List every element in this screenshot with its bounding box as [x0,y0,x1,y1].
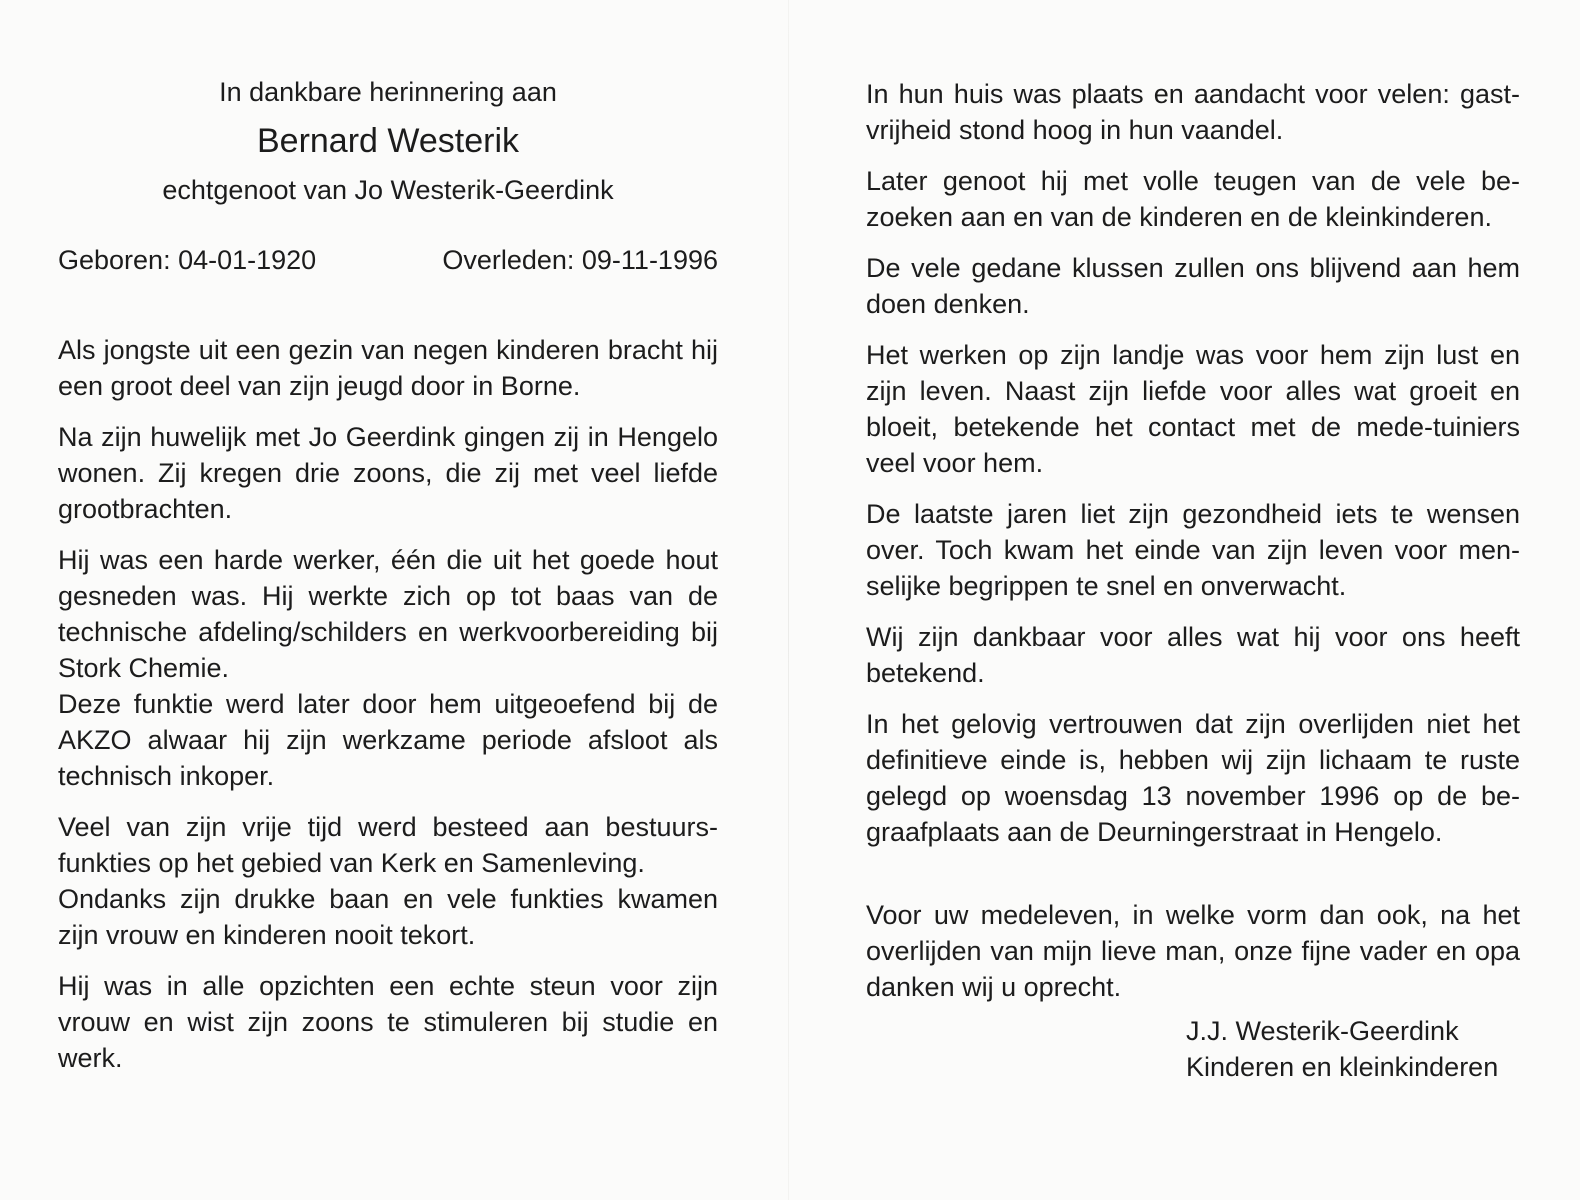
paragraph-hospitality: In hun huis was plaats en aandacht voor velen: gastvrijheid stond hoog in hun vaandel. [866,79,1520,145]
paragraph-visits: Later genoot hij met volle teugen van de vele bezoeken aan en van de kinderen en de kleinkinderen. [866,166,1520,232]
signature-family: Kinderen en kleinkinderen [1186,1052,1499,1082]
paragraph-akzo: Deze funktie werd later door hem uitgeoefend bij de AKZO alwaar hij zijn werkzame periode afsloot als technisch inkoper. [58,689,718,791]
paragraph-garden: Het werken op zijn landje was voor hem zijn lust en zijn leven. Naast zijn liefde voor alles wat groeit en bloeit, betekende het contact met de mede-tuiniers veel voor hem. [866,340,1520,478]
death-date: Overleden: 09-11-1996 [442,245,718,275]
right-column [866,76,1520,1085]
deceased-name: Bernard Westerik [256,122,520,160]
birth-date: Geboren: 04-01-1920 [58,245,317,275]
paragraph-health: De laatste jaren liet zijn gezondheid iets te wensen over. Toch kwam het einde van zijn leven voor menselijke begrippen te snel en onverwacht. [866,499,1520,601]
intro-line: In dankbare herinnering aan [219,77,557,107]
signature-block [1186,1013,1520,1085]
card-fold-line [788,0,789,1200]
paragraph-free-time: Veel van zijn vrije tijd werd besteed aan bestuursfunkties op het gebied van Kerk en Samenleving. [58,812,718,878]
paragraph-marriage: Na zijn huwelijk met Jo Geerdink gingen zij in Hengelo wonen. Zij kregen drie zoons, die zij met veel liefde grootbrachten. [58,422,718,524]
paragraph-youth: Als jongste uit een gezin van negen kinderen bracht hij een groot deel van zijn jeugd door in Borne. [58,335,718,401]
paragraph-work: Hij was een harde werker, één die uit het goede hout gesneden was. Hij werkte zich op tot baas van de technische afdeling/schilders en werkvoorbereiding bij Stork Chemie. [58,545,718,683]
paragraph-burial: In het gelovig vertrouwen dat zijn overlijden niet het definitieve einde is, hebben wij zijn lichaam te ruste gelegd op woensdag 13 november 1996 op de begraafplaats aan de Deurningerstraat in Hengelo. [866,709,1520,847]
left-column [58,72,718,1091]
paragraph-gratitude: Wij zijn dankbaar voor alles wat hij voor ons heeft betekend. [866,622,1520,688]
paragraph-chores: De vele gedane klussen zullen ons blijvend aan hem doen denken. [866,253,1520,319]
spacer [866,865,1520,897]
paragraph-family: Ondanks zijn drukke baan en vele funkties kwamen zijn vrouw en kinderen nooit tekort. [58,884,718,950]
signature-name: J.J. Westerik-Geerdink [1186,1016,1459,1046]
dates-row [58,240,718,280]
paragraph-support: Hij was in alle opzichten een echte steun voor zijn vrouw en wist zijn zoons te stimuleren bij studie en werk. [58,971,718,1073]
spouse-line: echtgenoot van Jo Westerik-Geerdink [162,175,614,205]
paragraph-thanks: Voor uw medeleven, in welke vorm dan ook, na het overlijden van mijn lieve man, onze fijne vader en opa danken wij u oprecht. [866,900,1520,1002]
